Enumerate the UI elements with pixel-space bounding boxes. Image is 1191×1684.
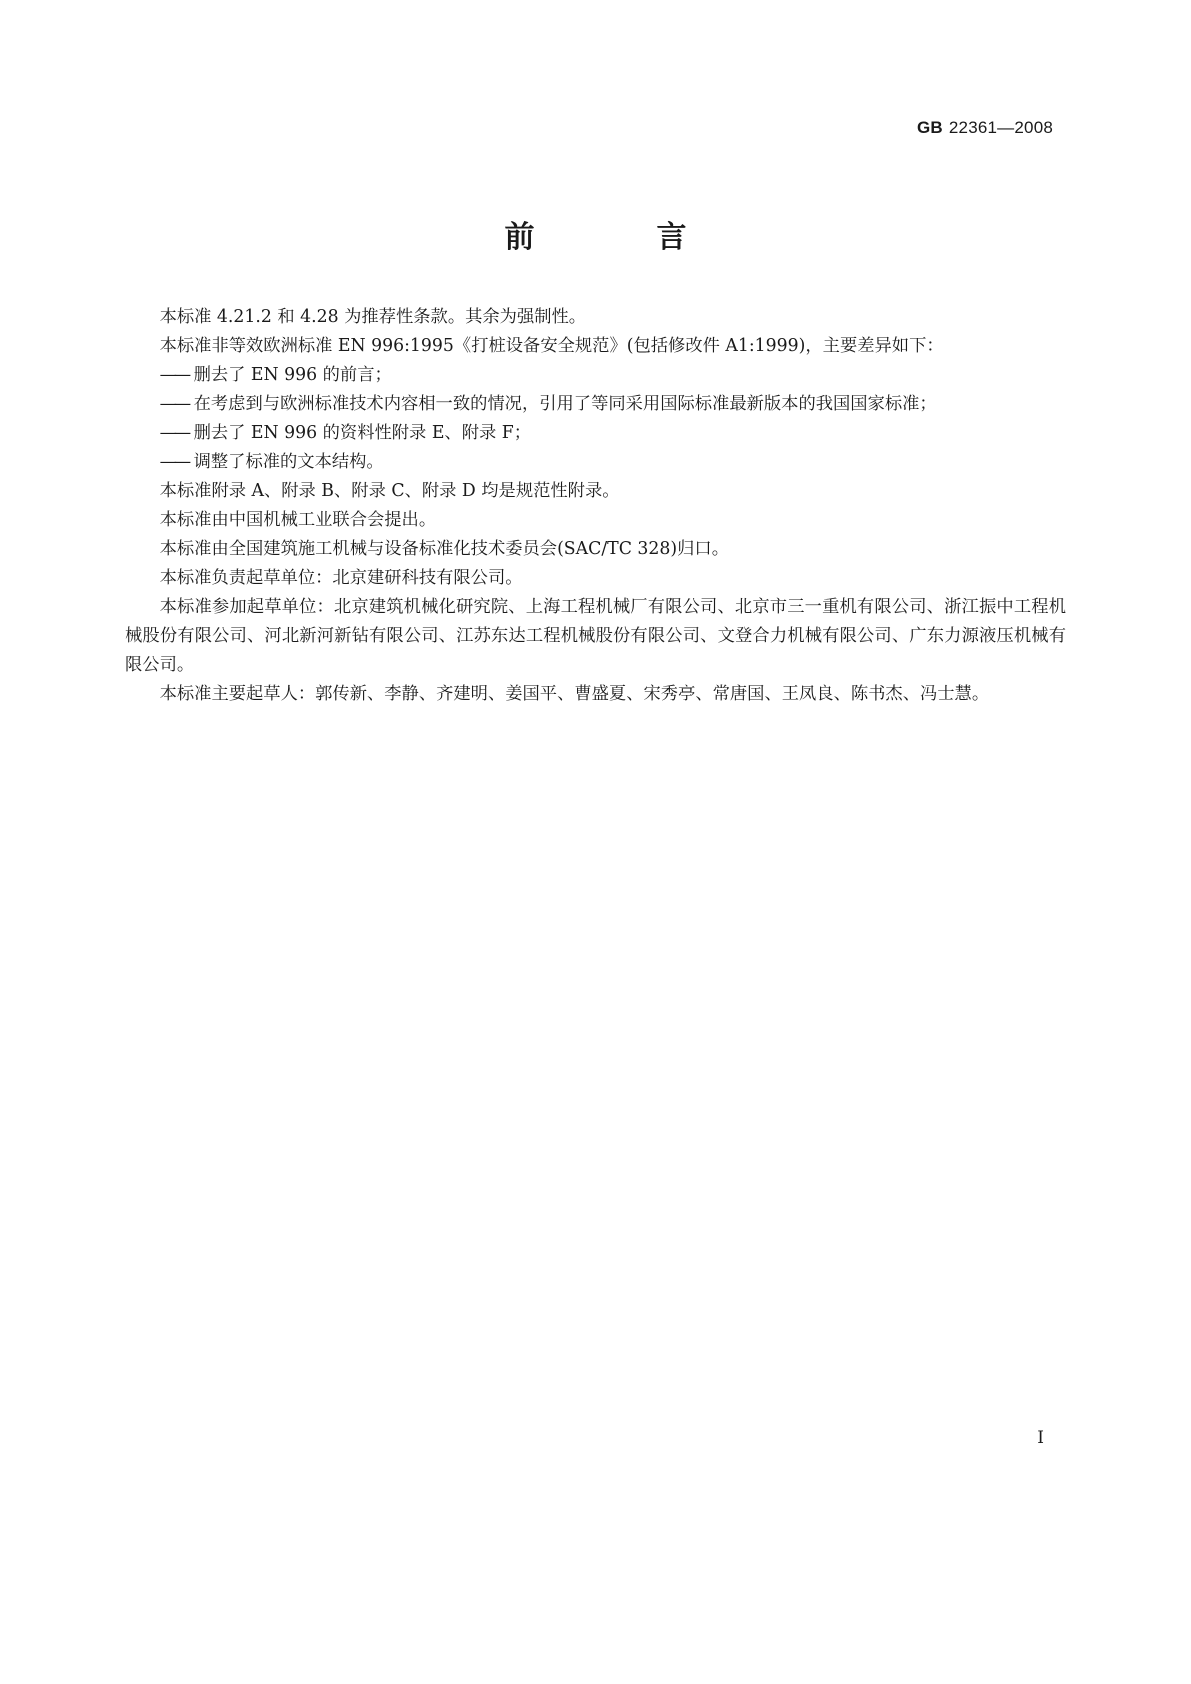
dash-marker: —— — [159, 452, 189, 472]
list-item — [125, 419, 1066, 448]
page-number: I — [1037, 1428, 1044, 1448]
dash-marker: —— — [159, 394, 189, 414]
standard-code — [917, 118, 1053, 138]
list-item — [125, 361, 1066, 390]
list-item-text: 在考虑到与欧洲标准技术内容相一致的情况，引用了等同采用国际标准最新版本的我国国家标准； — [193, 394, 937, 414]
list-item-text: 调整了标准的文本结构。 — [193, 452, 384, 472]
paragraph-recommended-clauses: 本标准 4.21.2 和 4.28 为推荐性条款。其余为强制性。 — [159, 307, 587, 327]
list-item-text: 删去了 EN 996 的前言； — [193, 365, 392, 385]
paragraph-proposed-by: 本标准由中国机械工业联合会提出。 — [159, 510, 437, 530]
paragraph-lead-drafter: 本标准负责起草单位：北京建研科技有限公司。 — [159, 568, 523, 588]
paragraph-centralized-by: 本标准由全国建筑施工机械与设备标准化技术委员会(SAC/TC 328)归口。 — [159, 539, 729, 559]
foreword-body — [125, 303, 1066, 709]
dash-marker: —— — [159, 365, 189, 385]
page-title: 前 言 — [504, 220, 733, 255]
standard-number: 22361—2008 — [948, 118, 1053, 137]
list-item-text: 删去了 EN 996 的资料性附录 E、附录 F； — [193, 423, 532, 443]
list-item — [125, 390, 1066, 419]
paragraph-main-drafters: 本标准主要起草人：郭传新、李静、齐建明、姜国平、曹盛夏、宋秀亭、常唐国、王凤良、陈书杰、冯士慧。 — [159, 684, 990, 704]
differences-list — [125, 361, 1066, 477]
paragraph-participating-drafters: 本标准参加起草单位：北京建筑机械化研究院、上海工程机械厂有限公司、北京市三一重机有限公司、浙江振中工程机械股份有限公司、河北新河新钻有限公司、江苏东达工程机械股份有限公司、文登合力机械有限公司、广东力源液压机械有限公司。 — [125, 597, 1066, 675]
paragraph-equivalence: 本标准非等效欧洲标准 EN 996:1995《打桩设备安全规范》(包括修改件 A1:1999)，主要差异如下： — [159, 336, 944, 356]
paragraph-normative-annexes: 本标准附录 A、附录 B、附录 C、附录 D 均是规范性附录。 — [159, 481, 620, 501]
standard-prefix: GB — [917, 118, 943, 137]
list-item — [125, 448, 1066, 477]
dash-marker: —— — [159, 423, 189, 443]
